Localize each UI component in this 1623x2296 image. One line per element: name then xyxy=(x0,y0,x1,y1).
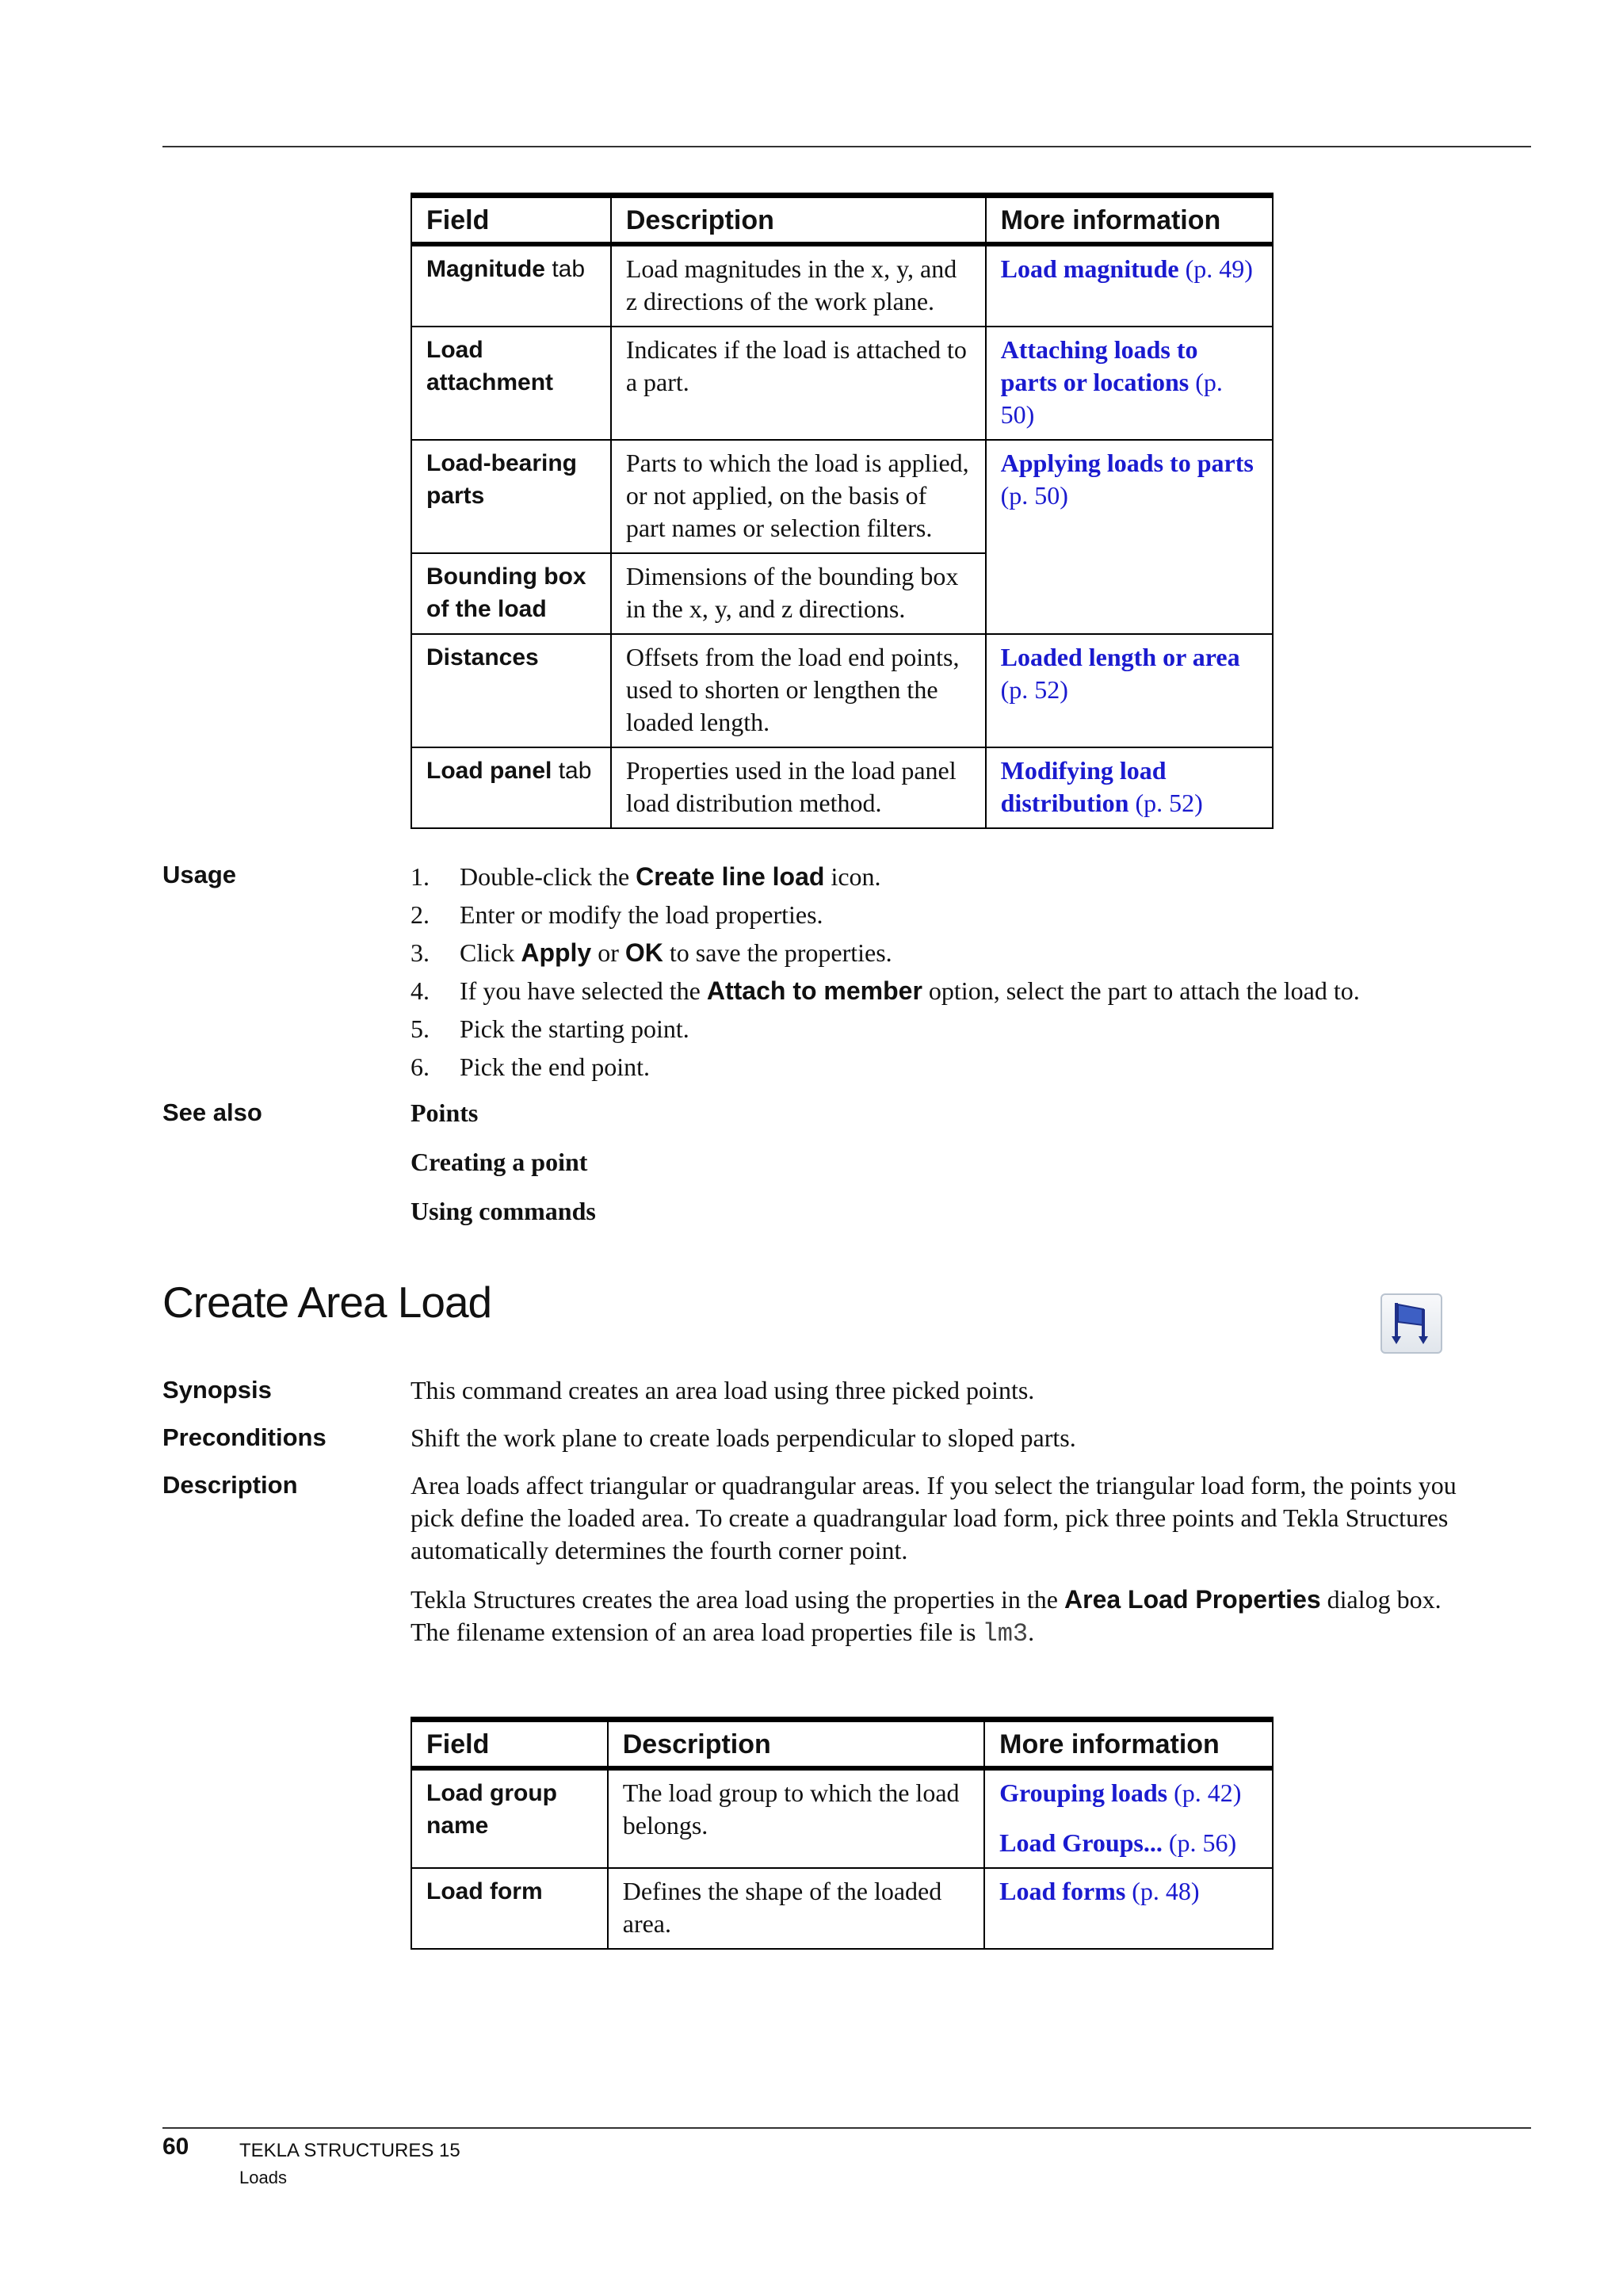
list-item: 3. Click Apply or OK to save the properties. xyxy=(411,938,892,967)
description-cell: Indicates if the load is attached to a part. xyxy=(611,327,986,440)
field-cell: Load-bearing parts xyxy=(411,440,611,553)
description-cell: Defines the shape of the loaded area. xyxy=(608,1868,984,1949)
more-info-cell: Load magnitude (p. 49) xyxy=(986,244,1273,327)
column-header: Field xyxy=(411,1720,608,1769)
properties-table-line-load xyxy=(411,193,1274,829)
table-row xyxy=(411,747,1273,828)
table-row xyxy=(411,634,1273,747)
table-row xyxy=(411,244,1273,327)
description-paragraph: Tekla Structures creates the area load using the properties in the Area Load Properties dialog box. The filename extension of an area load properties file is lm3. xyxy=(411,1585,1442,1648)
description-cell: Offsets from the load end points, used to shorten or lengthen the loaded length. xyxy=(611,634,986,747)
link[interactable]: Applying loads to parts xyxy=(1000,449,1254,477)
field-cell: Distances xyxy=(411,634,611,747)
footer-title: TEKLA STRUCTURES 15 xyxy=(239,2140,460,2161)
usage-label: Usage xyxy=(162,861,237,888)
preconditions-label: Preconditions xyxy=(162,1423,327,1451)
field-cell: Magnitude tab xyxy=(411,244,611,327)
link[interactable]: Loaded length or area xyxy=(1000,643,1240,671)
link[interactable]: Modifying load distribution xyxy=(1000,756,1167,817)
field-cell: Bounding box of the load xyxy=(411,553,611,634)
link[interactable]: Grouping loads xyxy=(999,1778,1168,1807)
see-also-link-using-commands[interactable]: Using commands xyxy=(411,1197,596,1225)
see-also-label: See also xyxy=(162,1098,262,1126)
link[interactable]: Load magnitude xyxy=(1000,254,1179,283)
description-cell: Dimensions of the bounding box in the x, y, and z directions. xyxy=(611,553,986,634)
field-cell: Load panel tab xyxy=(411,747,611,828)
column-header: Description xyxy=(608,1720,984,1769)
link[interactable]: Load Groups... xyxy=(999,1828,1163,1857)
usage-steps xyxy=(411,858,1360,1086)
table-row xyxy=(411,327,1273,440)
table-row xyxy=(411,440,1273,553)
more-info-cell: Applying loads to parts (p. 50) xyxy=(986,440,1273,634)
list-item: 5. Pick the starting point. xyxy=(411,1014,689,1043)
description-label: Description xyxy=(162,1471,298,1499)
table-row xyxy=(411,1768,1273,1868)
list-item: 1. Double-click the Create line load icon. xyxy=(411,862,881,891)
description-cell: Properties used in the load panel load distribution method. xyxy=(611,747,986,828)
footer-rule xyxy=(162,2127,1531,2129)
section-title: Create Area Load xyxy=(162,1278,492,1327)
description-paragraph: Area loads affect triangular or quadrangular areas. If you select the triangular load form, the points you pick define the loaded area. To create a quadrangular load form, pick three points and Tekla Structures automatically determines the fourth corner point. xyxy=(411,1471,1457,1564)
table-header-row xyxy=(411,196,1273,245)
description-cell: Parts to which the load is applied, or not applied, on the basis of part names or selection filters. xyxy=(611,440,986,553)
field-cell: Load group name xyxy=(411,1768,608,1868)
field-cell: Load attachment xyxy=(411,327,611,440)
list-item: 2. Enter or modify the load properties. xyxy=(411,900,823,929)
table-header-row xyxy=(411,1720,1273,1769)
column-header: More information xyxy=(986,196,1273,245)
link[interactable]: Attaching loads to parts or locations xyxy=(1000,335,1198,396)
synopsis-label: Synopsis xyxy=(162,1376,272,1404)
column-header: More information xyxy=(984,1720,1273,1769)
page-number: 60 xyxy=(162,2134,189,2160)
properties-table-area-load xyxy=(411,1717,1274,1950)
more-info-cell: Modifying load distribution (p. 52) xyxy=(986,747,1273,828)
field-cell: Load form xyxy=(411,1868,608,1949)
area-load-flag-icon xyxy=(1381,1293,1442,1354)
description-cell: Load magnitudes in the x, y, and z directions of the work plane. xyxy=(611,244,986,327)
footer-subtitle: Loads xyxy=(239,2168,287,2187)
list-item: 6. Pick the end point. xyxy=(411,1052,650,1081)
more-info-cell: Grouping loads (p. 42) Load Groups... (p. 56) xyxy=(984,1768,1273,1868)
list-item: 4. If you have selected the Attach to member option, select the part to attach the load to. xyxy=(411,976,1360,1005)
preconditions-text: Shift the work plane to create loads perpendicular to sloped parts. xyxy=(411,1423,1076,1452)
header-rule xyxy=(162,146,1531,147)
see-also-link-points[interactable]: Points xyxy=(411,1098,479,1127)
more-info-cell: Attaching loads to parts or locations (p. 50) xyxy=(986,327,1273,440)
column-header: Field xyxy=(411,196,611,245)
description-cell: The load group to which the load belongs. xyxy=(608,1768,984,1868)
synopsis-text: This command creates an area load using three picked points. xyxy=(411,1376,1035,1404)
see-also-link-creating-a-point[interactable]: Creating a point xyxy=(411,1148,588,1176)
link[interactable]: Load forms xyxy=(999,1877,1126,1905)
column-header: Description xyxy=(611,196,986,245)
table-row xyxy=(411,1868,1273,1949)
more-info-cell: Load forms (p. 48) xyxy=(984,1868,1273,1949)
more-info-cell: Loaded length or area (p. 52) xyxy=(986,634,1273,747)
